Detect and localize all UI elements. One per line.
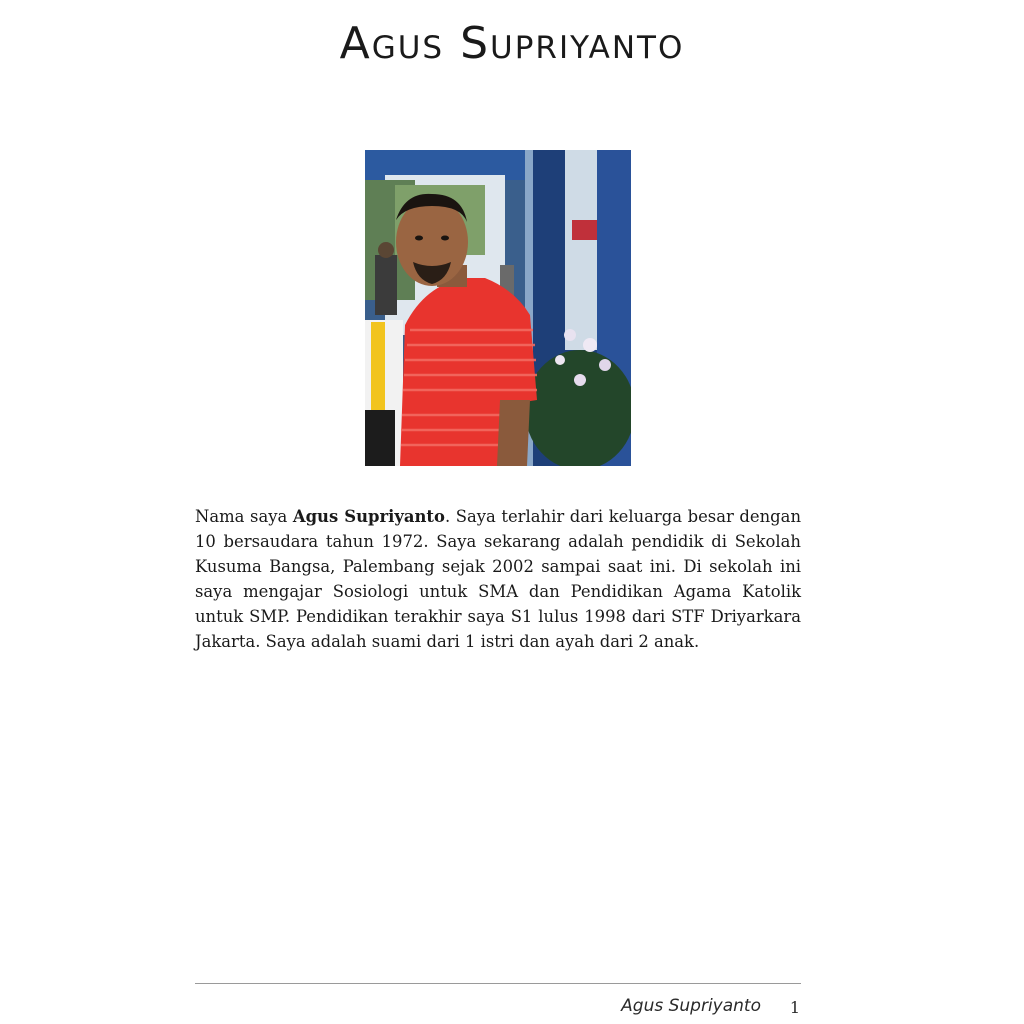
footer-divider xyxy=(195,983,801,984)
bio-intro: Nama saya xyxy=(195,507,293,526)
bio-body: . Saya terlahir dari keluarga besar dengan 10 bersaudara tahun 1972. Saya sekarang adalah pendidik di Sekolah Kusuma Bangsa, Palembang sejak 2002 sampai saat ini. Di sekolah ini saya mengajar Sosiologi untuk SMA dan Pendidikan Agama Katolik untuk SMP. Pendidikan terakhir saya S1 lulus 1998 dari STF Driyarkara Jakarta. Saya adalah suami dari 1 istri dan ayah dari 2 anak. xyxy=(195,507,801,651)
bio-name: Agus Supriyanto xyxy=(292,507,445,526)
page-number: 1 xyxy=(789,998,800,1017)
portrait-photo xyxy=(365,150,631,466)
page-title: Agus Supriyanto xyxy=(339,18,685,69)
running-head: Agus Supriyanto xyxy=(621,996,761,1016)
bio-paragraph xyxy=(195,504,801,654)
